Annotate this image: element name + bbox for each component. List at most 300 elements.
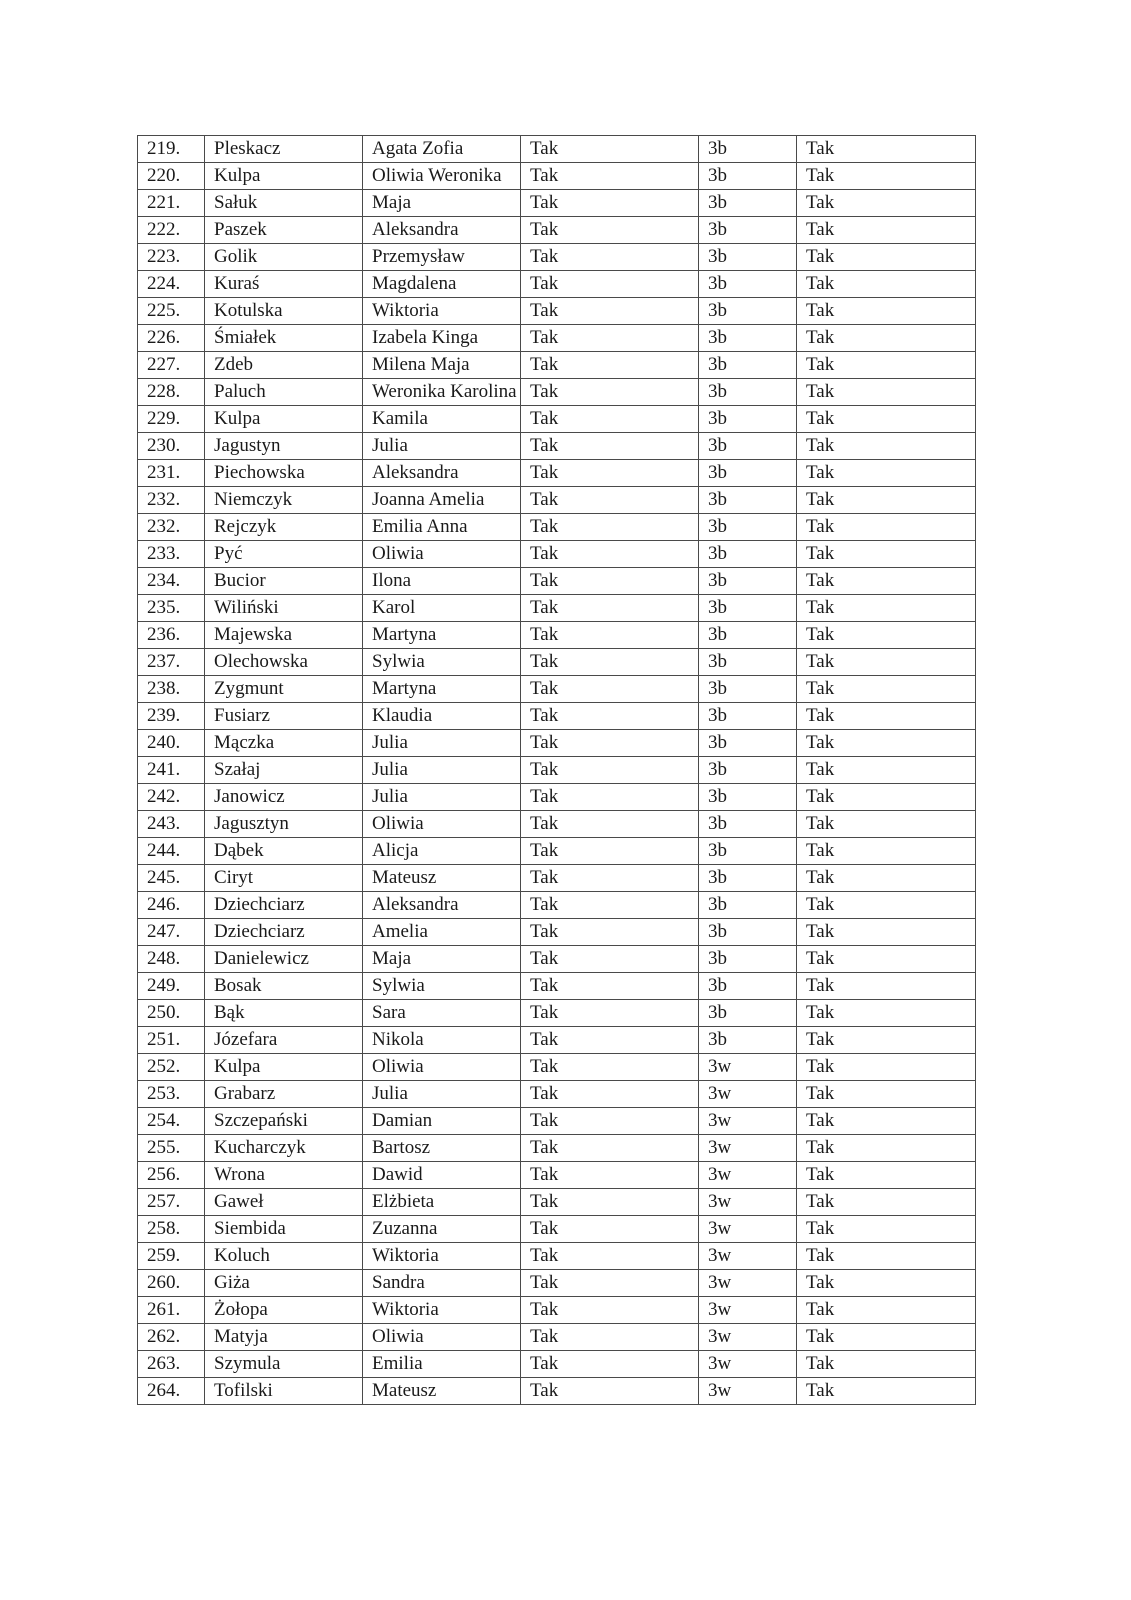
surname-cell: Rejczyk: [205, 514, 363, 541]
row-number-cell: 225.: [138, 298, 205, 325]
surname-cell: Jagusztyn: [205, 811, 363, 838]
first-name-cell: Joanna Amelia: [363, 487, 521, 514]
table-row: [138, 1108, 976, 1135]
status-value-cell: Tak: [797, 379, 976, 406]
consent-value-cell: Tak: [521, 1108, 699, 1135]
surname-cell: Kotulska: [205, 298, 363, 325]
status-value-cell: Tak: [797, 244, 976, 271]
first-name-cell: Oliwia: [363, 1324, 521, 1351]
consent-value-cell: Tak: [521, 784, 699, 811]
class-value-cell: 3b: [699, 757, 797, 784]
row-number-cell: 260.: [138, 1270, 205, 1297]
consent-value-cell: Tak: [521, 1162, 699, 1189]
status-value-cell: Tak: [797, 838, 976, 865]
row-number-cell: 244.: [138, 838, 205, 865]
table-row: [138, 1243, 976, 1270]
consent-value-cell: Tak: [521, 379, 699, 406]
consent-value-cell: Tak: [521, 1378, 699, 1405]
surname-cell: Zdeb: [205, 352, 363, 379]
first-name-cell: Martyna: [363, 622, 521, 649]
first-name-cell: Elżbieta: [363, 1189, 521, 1216]
class-value-cell: 3w: [699, 1108, 797, 1135]
surname-cell: Bucior: [205, 568, 363, 595]
surname-cell: Janowicz: [205, 784, 363, 811]
table-row: [138, 163, 976, 190]
class-value-cell: 3b: [699, 676, 797, 703]
table-row: [138, 973, 976, 1000]
first-name-cell: Wiktoria: [363, 1297, 521, 1324]
surname-cell: Dziechciarz: [205, 919, 363, 946]
table-row: [138, 190, 976, 217]
row-number-cell: 236.: [138, 622, 205, 649]
table-row: [138, 919, 976, 946]
surname-cell: Kuraś: [205, 271, 363, 298]
class-value-cell: 3w: [699, 1378, 797, 1405]
surname-cell: Szałaj: [205, 757, 363, 784]
table-row: [138, 487, 976, 514]
status-value-cell: Tak: [797, 487, 976, 514]
surname-cell: Kulpa: [205, 1054, 363, 1081]
first-name-cell: Maja: [363, 946, 521, 973]
row-number-cell: 248.: [138, 946, 205, 973]
first-name-cell: Oliwia: [363, 811, 521, 838]
surname-cell: Niemczyk: [205, 487, 363, 514]
status-value-cell: Tak: [797, 217, 976, 244]
status-value-cell: Tak: [797, 865, 976, 892]
student-list-table: [137, 135, 976, 1405]
class-value-cell: 3b: [699, 244, 797, 271]
surname-cell: Pleskacz: [205, 136, 363, 163]
consent-value-cell: Tak: [521, 541, 699, 568]
table-row: [138, 379, 976, 406]
first-name-cell: Aleksandra: [363, 892, 521, 919]
first-name-cell: Oliwia Weronika: [363, 163, 521, 190]
class-value-cell: 3b: [699, 703, 797, 730]
class-value-cell: 3b: [699, 136, 797, 163]
first-name-cell: Wiktoria: [363, 298, 521, 325]
surname-cell: Paszek: [205, 217, 363, 244]
status-value-cell: Tak: [797, 1378, 976, 1405]
consent-value-cell: Tak: [521, 865, 699, 892]
consent-value-cell: Tak: [521, 190, 699, 217]
table-row: [138, 595, 976, 622]
class-value-cell: 3w: [699, 1243, 797, 1270]
first-name-cell: Sylwia: [363, 973, 521, 1000]
row-number-cell: 257.: [138, 1189, 205, 1216]
row-number-cell: 223.: [138, 244, 205, 271]
first-name-cell: Emilia Anna: [363, 514, 521, 541]
status-value-cell: Tak: [797, 1270, 976, 1297]
first-name-cell: Oliwia: [363, 1054, 521, 1081]
status-value-cell: Tak: [797, 946, 976, 973]
table-body: [138, 136, 976, 1405]
row-number-cell: 235.: [138, 595, 205, 622]
first-name-cell: Damian: [363, 1108, 521, 1135]
class-value-cell: 3b: [699, 649, 797, 676]
class-value-cell: 3b: [699, 406, 797, 433]
consent-value-cell: Tak: [521, 649, 699, 676]
row-number-cell: 233.: [138, 541, 205, 568]
row-number-cell: 238.: [138, 676, 205, 703]
row-number-cell: 230.: [138, 433, 205, 460]
status-value-cell: Tak: [797, 1135, 976, 1162]
class-value-cell: 3b: [699, 271, 797, 298]
first-name-cell: Przemysław: [363, 244, 521, 271]
status-value-cell: Tak: [797, 1162, 976, 1189]
status-value-cell: Tak: [797, 730, 976, 757]
row-number-cell: 254.: [138, 1108, 205, 1135]
first-name-cell: Julia: [363, 784, 521, 811]
surname-cell: Józefara: [205, 1027, 363, 1054]
status-value-cell: Tak: [797, 1243, 976, 1270]
table-row: [138, 1027, 976, 1054]
table-row: [138, 217, 976, 244]
table-row: [138, 406, 976, 433]
status-value-cell: Tak: [797, 541, 976, 568]
table-row: [138, 568, 976, 595]
table-row: [138, 1135, 976, 1162]
surname-cell: Matyja: [205, 1324, 363, 1351]
first-name-cell: Oliwia: [363, 541, 521, 568]
first-name-cell: Alicja: [363, 838, 521, 865]
surname-cell: Kulpa: [205, 406, 363, 433]
table-row: [138, 622, 976, 649]
consent-value-cell: Tak: [521, 433, 699, 460]
class-value-cell: 3b: [699, 622, 797, 649]
class-value-cell: 3w: [699, 1081, 797, 1108]
table-row: [138, 460, 976, 487]
surname-cell: Majewska: [205, 622, 363, 649]
table-row: [138, 649, 976, 676]
first-name-cell: Ilona: [363, 568, 521, 595]
status-value-cell: Tak: [797, 460, 976, 487]
surname-cell: Sałuk: [205, 190, 363, 217]
class-value-cell: 3b: [699, 1027, 797, 1054]
consent-value-cell: Tak: [521, 757, 699, 784]
consent-value-cell: Tak: [521, 973, 699, 1000]
status-value-cell: Tak: [797, 433, 976, 460]
first-name-cell: Sylwia: [363, 649, 521, 676]
first-name-cell: Karol: [363, 595, 521, 622]
consent-value-cell: Tak: [521, 352, 699, 379]
row-number-cell: 245.: [138, 865, 205, 892]
status-value-cell: Tak: [797, 190, 976, 217]
consent-value-cell: Tak: [521, 271, 699, 298]
status-value-cell: Tak: [797, 1297, 976, 1324]
class-value-cell: 3b: [699, 217, 797, 244]
first-name-cell: Weronika Karolina: [363, 379, 521, 406]
status-value-cell: Tak: [797, 271, 976, 298]
row-number-cell: 226.: [138, 325, 205, 352]
class-value-cell: 3b: [699, 568, 797, 595]
first-name-cell: Sara: [363, 1000, 521, 1027]
status-value-cell: Tak: [797, 973, 976, 1000]
class-value-cell: 3b: [699, 838, 797, 865]
class-value-cell: 3w: [699, 1324, 797, 1351]
row-number-cell: 258.: [138, 1216, 205, 1243]
surname-cell: Siembida: [205, 1216, 363, 1243]
row-number-cell: 222.: [138, 217, 205, 244]
row-number-cell: 243.: [138, 811, 205, 838]
row-number-cell: 240.: [138, 730, 205, 757]
surname-cell: Wrona: [205, 1162, 363, 1189]
class-value-cell: 3w: [699, 1054, 797, 1081]
status-value-cell: Tak: [797, 514, 976, 541]
first-name-cell: Julia: [363, 433, 521, 460]
surname-cell: Piechowska: [205, 460, 363, 487]
table-row: [138, 703, 976, 730]
row-number-cell: 227.: [138, 352, 205, 379]
class-value-cell: 3b: [699, 973, 797, 1000]
row-number-cell: 263.: [138, 1351, 205, 1378]
class-value-cell: 3b: [699, 595, 797, 622]
status-value-cell: Tak: [797, 892, 976, 919]
first-name-cell: Agata Zofia: [363, 136, 521, 163]
first-name-cell: Julia: [363, 1081, 521, 1108]
surname-cell: Śmiałek: [205, 325, 363, 352]
consent-value-cell: Tak: [521, 163, 699, 190]
consent-value-cell: Tak: [521, 703, 699, 730]
class-value-cell: 3b: [699, 919, 797, 946]
status-value-cell: Tak: [797, 622, 976, 649]
row-number-cell: 249.: [138, 973, 205, 1000]
first-name-cell: Zuzanna: [363, 1216, 521, 1243]
consent-value-cell: Tak: [521, 919, 699, 946]
table-row: [138, 1351, 976, 1378]
surname-cell: Tofilski: [205, 1378, 363, 1405]
first-name-cell: Aleksandra: [363, 217, 521, 244]
status-value-cell: Tak: [797, 352, 976, 379]
row-number-cell: 250.: [138, 1000, 205, 1027]
row-number-cell: 256.: [138, 1162, 205, 1189]
table-row: [138, 838, 976, 865]
row-number-cell: 228.: [138, 379, 205, 406]
table-row: [138, 136, 976, 163]
status-value-cell: Tak: [797, 568, 976, 595]
class-value-cell: 3b: [699, 811, 797, 838]
status-value-cell: Tak: [797, 406, 976, 433]
table-row: [138, 541, 976, 568]
consent-value-cell: Tak: [521, 460, 699, 487]
consent-value-cell: Tak: [521, 595, 699, 622]
consent-value-cell: Tak: [521, 1270, 699, 1297]
class-value-cell: 3b: [699, 379, 797, 406]
consent-value-cell: Tak: [521, 1243, 699, 1270]
surname-cell: Bosak: [205, 973, 363, 1000]
consent-value-cell: Tak: [521, 811, 699, 838]
row-number-cell: 253.: [138, 1081, 205, 1108]
consent-value-cell: Tak: [521, 1027, 699, 1054]
status-value-cell: Tak: [797, 325, 976, 352]
surname-cell: Wiliński: [205, 595, 363, 622]
table-row: [138, 1162, 976, 1189]
class-value-cell: 3b: [699, 433, 797, 460]
row-number-cell: 229.: [138, 406, 205, 433]
table-row: [138, 811, 976, 838]
consent-value-cell: Tak: [521, 946, 699, 973]
consent-value-cell: Tak: [521, 838, 699, 865]
status-value-cell: Tak: [797, 1054, 976, 1081]
consent-value-cell: Tak: [521, 1297, 699, 1324]
row-number-cell: 255.: [138, 1135, 205, 1162]
row-number-cell: 232.: [138, 487, 205, 514]
table-row: [138, 1324, 976, 1351]
row-number-cell: 264.: [138, 1378, 205, 1405]
table-row: [138, 325, 976, 352]
first-name-cell: Milena Maja: [363, 352, 521, 379]
first-name-cell: Klaudia: [363, 703, 521, 730]
row-number-cell: 231.: [138, 460, 205, 487]
status-value-cell: Tak: [797, 757, 976, 784]
row-number-cell: 246.: [138, 892, 205, 919]
class-value-cell: 3w: [699, 1351, 797, 1378]
surname-cell: Grabarz: [205, 1081, 363, 1108]
surname-cell: Szczepański: [205, 1108, 363, 1135]
surname-cell: Koluch: [205, 1243, 363, 1270]
row-number-cell: 251.: [138, 1027, 205, 1054]
surname-cell: Żołopa: [205, 1297, 363, 1324]
row-number-cell: 220.: [138, 163, 205, 190]
row-number-cell: 239.: [138, 703, 205, 730]
first-name-cell: Martyna: [363, 676, 521, 703]
class-value-cell: 3b: [699, 784, 797, 811]
status-value-cell: Tak: [797, 649, 976, 676]
consent-value-cell: Tak: [521, 325, 699, 352]
row-number-cell: 237.: [138, 649, 205, 676]
table-row: [138, 298, 976, 325]
class-value-cell: 3b: [699, 946, 797, 973]
surname-cell: Giża: [205, 1270, 363, 1297]
class-value-cell: 3b: [699, 730, 797, 757]
table-row: [138, 1378, 976, 1405]
table-row: [138, 1054, 976, 1081]
row-number-cell: 252.: [138, 1054, 205, 1081]
status-value-cell: Tak: [797, 1351, 976, 1378]
row-number-cell: 259.: [138, 1243, 205, 1270]
status-value-cell: Tak: [797, 136, 976, 163]
class-value-cell: 3b: [699, 865, 797, 892]
consent-value-cell: Tak: [521, 1216, 699, 1243]
class-value-cell: 3b: [699, 487, 797, 514]
row-number-cell: 241.: [138, 757, 205, 784]
consent-value-cell: Tak: [521, 622, 699, 649]
status-value-cell: Tak: [797, 1027, 976, 1054]
surname-cell: Paluch: [205, 379, 363, 406]
first-name-cell: Emilia: [363, 1351, 521, 1378]
status-value-cell: Tak: [797, 298, 976, 325]
row-number-cell: 242.: [138, 784, 205, 811]
consent-value-cell: Tak: [521, 1135, 699, 1162]
class-value-cell: 3b: [699, 460, 797, 487]
surname-cell: Danielewicz: [205, 946, 363, 973]
class-value-cell: 3w: [699, 1189, 797, 1216]
status-value-cell: Tak: [797, 919, 976, 946]
status-value-cell: Tak: [797, 1081, 976, 1108]
consent-value-cell: Tak: [521, 892, 699, 919]
consent-value-cell: Tak: [521, 487, 699, 514]
consent-value-cell: Tak: [521, 1081, 699, 1108]
consent-value-cell: Tak: [521, 136, 699, 163]
consent-value-cell: Tak: [521, 730, 699, 757]
row-number-cell: 247.: [138, 919, 205, 946]
surname-cell: Mączka: [205, 730, 363, 757]
row-number-cell: 219.: [138, 136, 205, 163]
table-row: [138, 892, 976, 919]
class-value-cell: 3b: [699, 163, 797, 190]
surname-cell: Kucharczyk: [205, 1135, 363, 1162]
consent-value-cell: Tak: [521, 514, 699, 541]
consent-value-cell: Tak: [521, 1324, 699, 1351]
consent-value-cell: Tak: [521, 406, 699, 433]
class-value-cell: 3b: [699, 190, 797, 217]
surname-cell: Gaweł: [205, 1189, 363, 1216]
row-number-cell: 262.: [138, 1324, 205, 1351]
table-row: [138, 352, 976, 379]
table-row: [138, 1216, 976, 1243]
surname-cell: Jagustyn: [205, 433, 363, 460]
status-value-cell: Tak: [797, 1216, 976, 1243]
consent-value-cell: Tak: [521, 1351, 699, 1378]
first-name-cell: Kamila: [363, 406, 521, 433]
class-value-cell: 3w: [699, 1162, 797, 1189]
first-name-cell: Amelia: [363, 919, 521, 946]
class-value-cell: 3b: [699, 541, 797, 568]
class-value-cell: 3w: [699, 1216, 797, 1243]
first-name-cell: Dawid: [363, 1162, 521, 1189]
status-value-cell: Tak: [797, 1324, 976, 1351]
class-value-cell: 3b: [699, 514, 797, 541]
status-value-cell: Tak: [797, 1108, 976, 1135]
table-row: [138, 271, 976, 298]
first-name-cell: Nikola: [363, 1027, 521, 1054]
surname-cell: Golik: [205, 244, 363, 271]
first-name-cell: Sandra: [363, 1270, 521, 1297]
surname-cell: Kulpa: [205, 163, 363, 190]
class-value-cell: 3w: [699, 1135, 797, 1162]
table-row: [138, 514, 976, 541]
status-value-cell: Tak: [797, 811, 976, 838]
first-name-cell: Bartosz: [363, 1135, 521, 1162]
first-name-cell: Julia: [363, 730, 521, 757]
first-name-cell: Izabela Kinga: [363, 325, 521, 352]
table-row: [138, 676, 976, 703]
table-row: [138, 1189, 976, 1216]
first-name-cell: Mateusz: [363, 865, 521, 892]
table-row: [138, 1270, 976, 1297]
surname-cell: Olechowska: [205, 649, 363, 676]
table-row: [138, 1297, 976, 1324]
consent-value-cell: Tak: [521, 676, 699, 703]
table-row: [138, 730, 976, 757]
table-row: [138, 1081, 976, 1108]
class-value-cell: 3b: [699, 298, 797, 325]
row-number-cell: 232.: [138, 514, 205, 541]
table-row: [138, 1000, 976, 1027]
consent-value-cell: Tak: [521, 298, 699, 325]
surname-cell: Pyć: [205, 541, 363, 568]
table-row: [138, 784, 976, 811]
first-name-cell: Magdalena: [363, 271, 521, 298]
status-value-cell: Tak: [797, 784, 976, 811]
status-value-cell: Tak: [797, 1189, 976, 1216]
class-value-cell: 3w: [699, 1270, 797, 1297]
surname-cell: Bąk: [205, 1000, 363, 1027]
first-name-cell: Wiktoria: [363, 1243, 521, 1270]
class-value-cell: 3b: [699, 325, 797, 352]
status-value-cell: Tak: [797, 163, 976, 190]
consent-value-cell: Tak: [521, 1054, 699, 1081]
consent-value-cell: Tak: [521, 568, 699, 595]
